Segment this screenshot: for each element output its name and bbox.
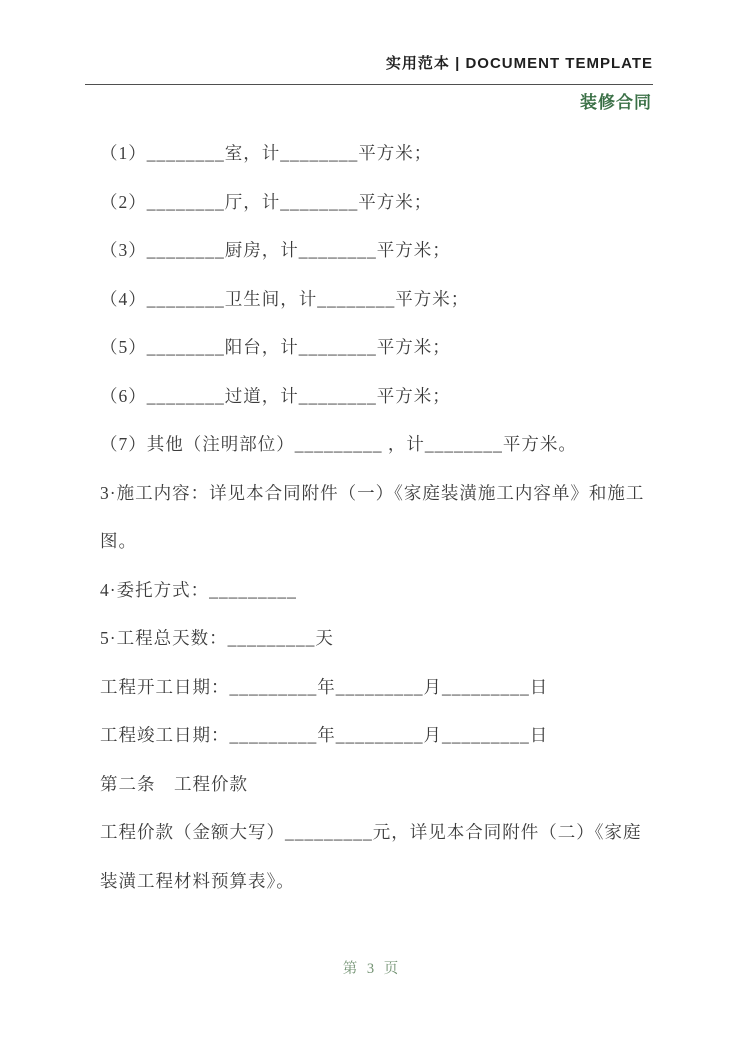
contract-article-2-title: 第二条 工程价款 bbox=[100, 773, 248, 794]
contract-clause-method: 4·委托方式：_________ bbox=[100, 579, 297, 600]
contract-body bbox=[100, 129, 646, 905]
contract-clause-price: 工程价款（金额大写）_________元，详见本合同附件（二）《家庭装潢工程材料预算表》。 bbox=[100, 822, 642, 891]
brand-label: 实用范本 | DOCUMENT TEMPLATE bbox=[385, 55, 653, 72]
contract-line-start-date: 工程开工日期：_________年_________月_________日 bbox=[100, 676, 549, 697]
contract-line-hall: （2）________厅，计________平方米； bbox=[100, 191, 433, 212]
contract-line-other: （7）其他（注明部位）_________ ，计________平方米。 bbox=[100, 434, 577, 454]
header-divider bbox=[85, 84, 653, 85]
page-number: 第 3 页 bbox=[342, 961, 402, 977]
contract-line-kitchen: （3）________厨房，计________平方米； bbox=[100, 240, 451, 260]
contract-clause-duration: 5·工程总天数：_________天 bbox=[100, 628, 334, 648]
contract-line-finish-date: 工程竣工日期：_________年_________月_________日 bbox=[100, 725, 549, 745]
contract-line-corridor: （6）________过道，计________平方米； bbox=[100, 385, 451, 406]
contract-line-bathroom: （4）________卫生间，计________平方米； bbox=[100, 288, 470, 309]
document-title: 装修合同 bbox=[580, 93, 652, 112]
contract-line-room: （1）________室，计________平方米； bbox=[100, 143, 433, 163]
contract-line-balcony: （5）________阳台，计________平方米； bbox=[100, 337, 451, 357]
contract-clause-content: 3·施工内容：详见本合同附件（一）《家庭装潢施工内容单》和施工图。 bbox=[100, 482, 645, 551]
